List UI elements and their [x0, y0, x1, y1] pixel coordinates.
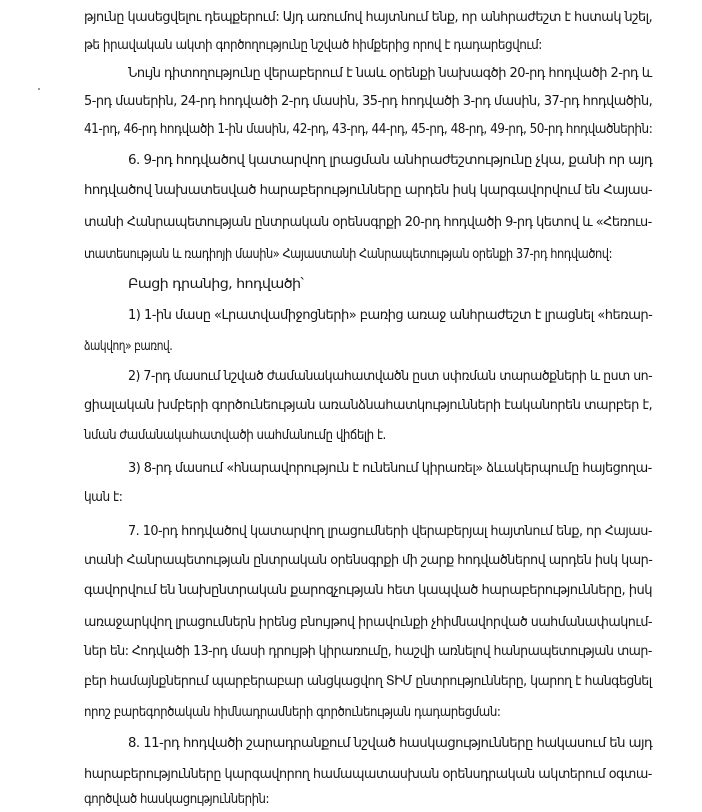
text-line: 5-րդ մասերին, 24-րդ հոդվածի 2-րդ մասին, 35-րդ հոդվածի 3-րդ մասին, 37-րդ հոդվածին, [84, 94, 653, 109]
text-line: Բացի դրանից, հոդվածի՝ [128, 277, 304, 292]
text-line: 6. 9-րդ հոդվածով կատարվող լրացման անհրաժեշտությունը չկա, քանի որ այդ [128, 153, 653, 168]
text-line: 41-րդ, 46-րդ հոդվածի 1-ին մասին, 42-րդ, 43-րդ, 44-րդ, 45-րդ, 48-րդ, 49-րդ, 50-րդ հոդվածներին: [84, 122, 653, 137]
text-line: ցիալական խմբերի գործունեության առանձնահատկությունների էականորեն տարբեր է, [84, 398, 653, 413]
text-line: 3) 8-րդ մասում «հնարավորություն է ունենում կիրառել» ձևակերպումը հայեցողա- [128, 461, 652, 476]
text-line: թյունը կասեցվելու դեպքերում: Այդ առումով հայտնում ենք, որ անհրաժեշտ է հստակ նշել, [84, 10, 653, 25]
text-line: 7. 10-րդ հոդվածով կատարվող լրացումների վերաբերյալ հայտնում ենք, որ Հայաս- [128, 524, 652, 539]
text-line: առաջարկվող լրացումներն իրենց բնույթով իրավունքի չհիմնավորված սահմանափակում- [84, 615, 652, 630]
text-line: 2) 7-րդ մասում նշված ժամանակահատվածն ըստ սփռման տարածքների և ըստ սո- [128, 369, 653, 384]
text-line: 1) 1-ին մասը «Լրատվամիջոցների» բառից առաջ անհրաժեշտ է լրացնել «հեռար- [128, 308, 653, 323]
text-line: 8. 11-րդ հոդվածի շարադրանքում նշված հասկացությունները հակասում են այդ [128, 736, 653, 751]
text-line: հոդվածով նախատեսված հարաբերությունները արդեն իսկ կարգավորվում են Հայաս- [84, 183, 653, 198]
text-line: տատեսության և ռադիոյի մասին» Հայաստանի Հանրապետության օրենքի 37-րդ հոդվածով: [84, 247, 612, 262]
text-line: տանի Հանրապետության ընտրական օրենսգրքի մի շարք հոդվածներով արդեն իսկ կար- [84, 553, 653, 568]
text-line: ներ են: Հոդվածի 13-րդ մասի դրույթի կիրառումը, հաշվի առնելով հանրապետության տար- [84, 644, 652, 659]
text-line: գործված հասկացություններին: [84, 792, 269, 807]
scan-speck [38, 88, 40, 90]
text-line: ձակվող» բառով. [84, 339, 173, 354]
text-line: գավորվում են նախընտրական քարոզչության հետ կապված հարաբերությունները, իսկ [84, 583, 653, 598]
text-line: բեր համայնքներում պարբերաբար անցկացվող ՏԻՄ ընտրությունները, կարող է հանգեցնել [84, 674, 652, 689]
text-line: տանի Հանրապետության ընտրական օրենսգրքի 20-րդ հոդվածի 9-րդ կետով և «Հեռուս- [84, 215, 652, 230]
text-line: թե իրավական ակտի գործողությունը նշված հիմքերից որով է դադարեցվում: [84, 38, 542, 53]
text-line: Նույն դիտողությունը վերաբերում է նաև օրենքի նախագծի 20-րդ հոդվածի 2-րդ և [128, 66, 652, 81]
text-line: որոշ բարեգործական հիմնադրամների գործունեության դադարեցման: [84, 705, 501, 720]
text-line: նման ժամանակահատվածի սահմանումը վիճելի է. [84, 428, 386, 443]
text-line: կան է: [84, 490, 123, 505]
text-line: հարաբերությունները կարգավորող համապատասխան օրենսդրական ակտերում օգտա- [84, 767, 652, 782]
